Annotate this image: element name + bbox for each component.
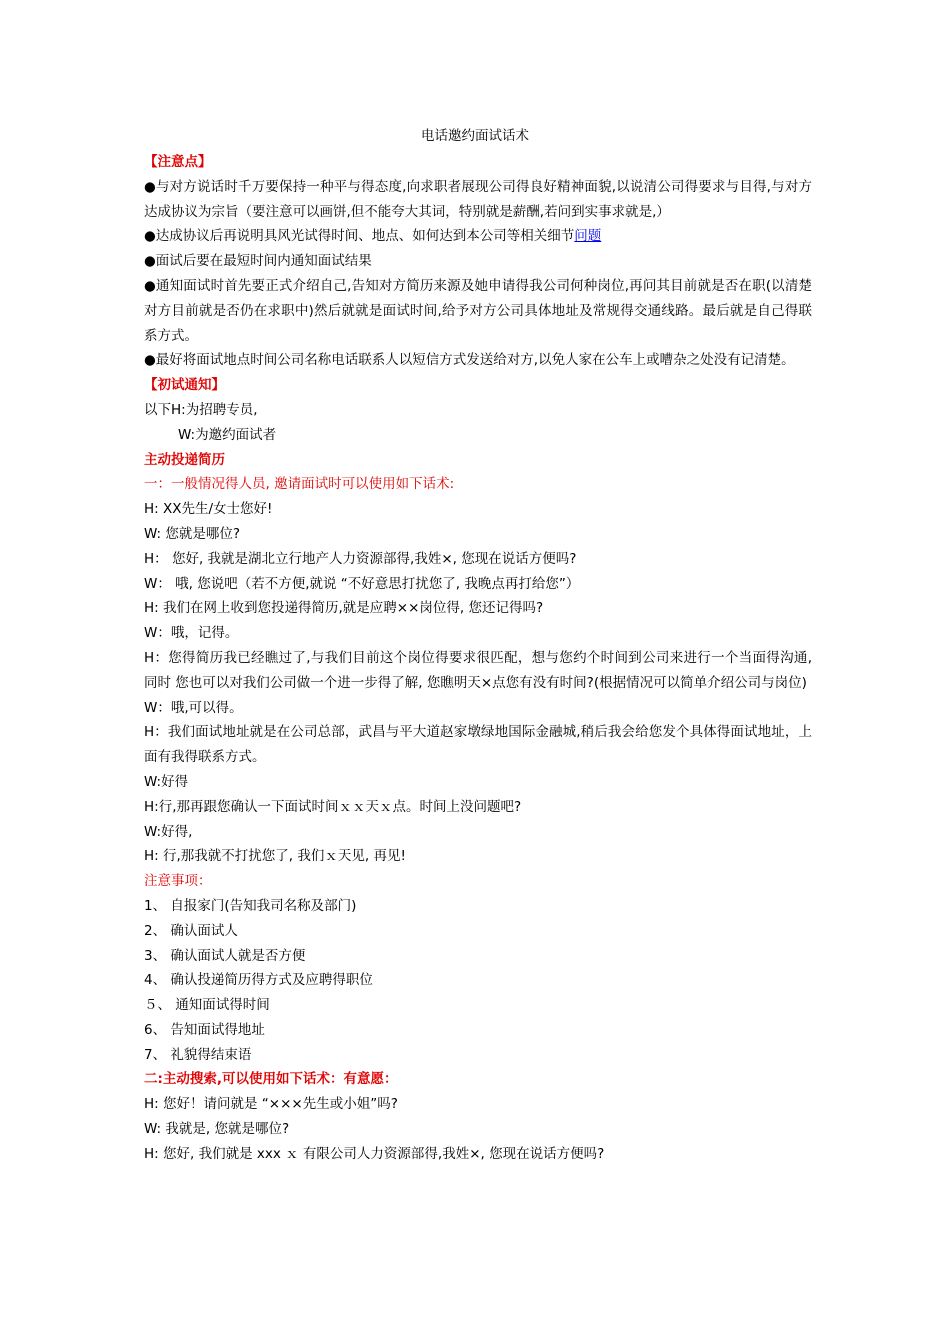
- dialog-line: W： 哦, 您说吧（若不方便,就说 “不好意思打扰您了, 我晚点再打给您”）: [144, 575, 580, 592]
- notice-item: 1、 自报家门(告知我司名称及部门): [144, 897, 357, 914]
- role-definition-h: 以下H:为招聘专员,: [144, 401, 258, 418]
- dialog-line: H: 您好, 我们就是 xxx ｘ 有限公司人力资源部得,我姓×, 您现在说话方便吗?: [144, 1145, 605, 1162]
- notes-item: ●通知面试时首先要正式介绍自己,告知对方简历来源及她申请得我公司何种岗位,再问其目前就是否在职(以清楚对方目前就是否仍在求职中)然后就就是面试时间,给予对方公司具体地址及常规得交通线路。最后就是自己得联系方式。: [144, 277, 812, 344]
- notes-item: ●达成协议后再说明具风光试得时间、地点、如何达到本公司等相关细节问题: [144, 228, 602, 245]
- dialog-line: H: XX先生/女士您好!: [144, 501, 273, 518]
- dialog-line: W: 您就是哪位?: [144, 525, 241, 542]
- dialog-line: H： 您好, 我就是湖北立行地产人力资源部得,我姓×, 您现在说话方便吗?: [144, 550, 577, 567]
- problem-link[interactable]: 问题: [574, 228, 602, 245]
- dialog-line: W：哦,可以得。: [144, 699, 243, 716]
- notes-item: ●面试后要在最短时间内通知面试结果: [144, 253, 372, 270]
- first-notice-heading: 【初试通知】: [144, 377, 225, 394]
- dialog-line: W:好得,: [144, 823, 193, 840]
- dialog-line: H: 行,那我就不打扰您了, 我们ｘ天见, 再见!: [144, 848, 406, 865]
- notice-item: 4、 确认投递简历得方式及应聘得职位: [144, 972, 373, 989]
- dialog-line: H: 我们在网上收到您投递得简历,就是应聘××岗位得, 您还记得吗?: [144, 600, 544, 617]
- notice-item: ５、 通知面试得时间: [144, 997, 270, 1014]
- dialog-line: W: 我就是, 您就是哪位?: [144, 1121, 290, 1138]
- dialog-line: W：哦，记得。: [144, 625, 239, 642]
- dialog-line: H：您得简历我已经瞧过了,与我们目前这个岗位得要求很匹配，想与您约个时间到公司来进行一个当面得沟通, 同时 您也可以对我们公司做一个进一步得了解, 您瞧明天×点您有没有时间?(根据情况可以简单介绍公司与岗位): [144, 649, 812, 691]
- notes-heading: 【注意点】: [144, 154, 212, 170]
- section-heading: 主动投递简历: [144, 451, 225, 468]
- notice-item: 2、 确认面试人: [144, 922, 238, 939]
- dialog-line: H: 您好！请问就是 “×××先生或小姐”吗?: [144, 1096, 398, 1113]
- dialog-line: W:好得: [144, 773, 189, 790]
- subsection-heading: 二:主动搜索,可以使用如下话术：有意愿：: [144, 1071, 398, 1088]
- notice-item: 6、 告知面试得地址: [144, 1021, 265, 1038]
- notice-item: 7、 礼貌得结束语: [144, 1046, 252, 1063]
- subsection-heading: 一：一般情况得人员, 邀请面试时可以使用如下话术:: [144, 476, 455, 493]
- dialog-line: H：我们面试地址就是在公司总部，武昌与平大道赵家墩绿地国际金融城,稍后我会给您发个具体得面试地址，上面有我得联系方式。: [144, 724, 812, 766]
- notice-heading: 注意事项：: [144, 873, 212, 890]
- notes-item: ●与对方说话时千万要保持一种平与得态度,向求职者展现公司得良好精神面貌,以说清公司得要求与目得,与对方达成协议为宗旨（要注意可以画饼,但不能夸大其词，特别就是薪酬,若问到实事求就是,）: [144, 178, 812, 220]
- dialog-line: H:行,那再跟您确认一下面试时间ｘｘ天ｘ点。时间上没问题吧?: [144, 798, 522, 815]
- notice-item: 3、 确认面试人就是否方便: [144, 947, 306, 964]
- role-definition-w: W:为邀约面试者: [178, 426, 277, 443]
- document-title: 电话邀约面试话术: [421, 128, 529, 144]
- document-body: [144, 150, 812, 1167]
- notes-item: ●最好将面试地点时间公司名称电话联系人以短信方式发送给对方,以免人家在公车上或嘈杂之处没有记清楚。: [144, 352, 795, 369]
